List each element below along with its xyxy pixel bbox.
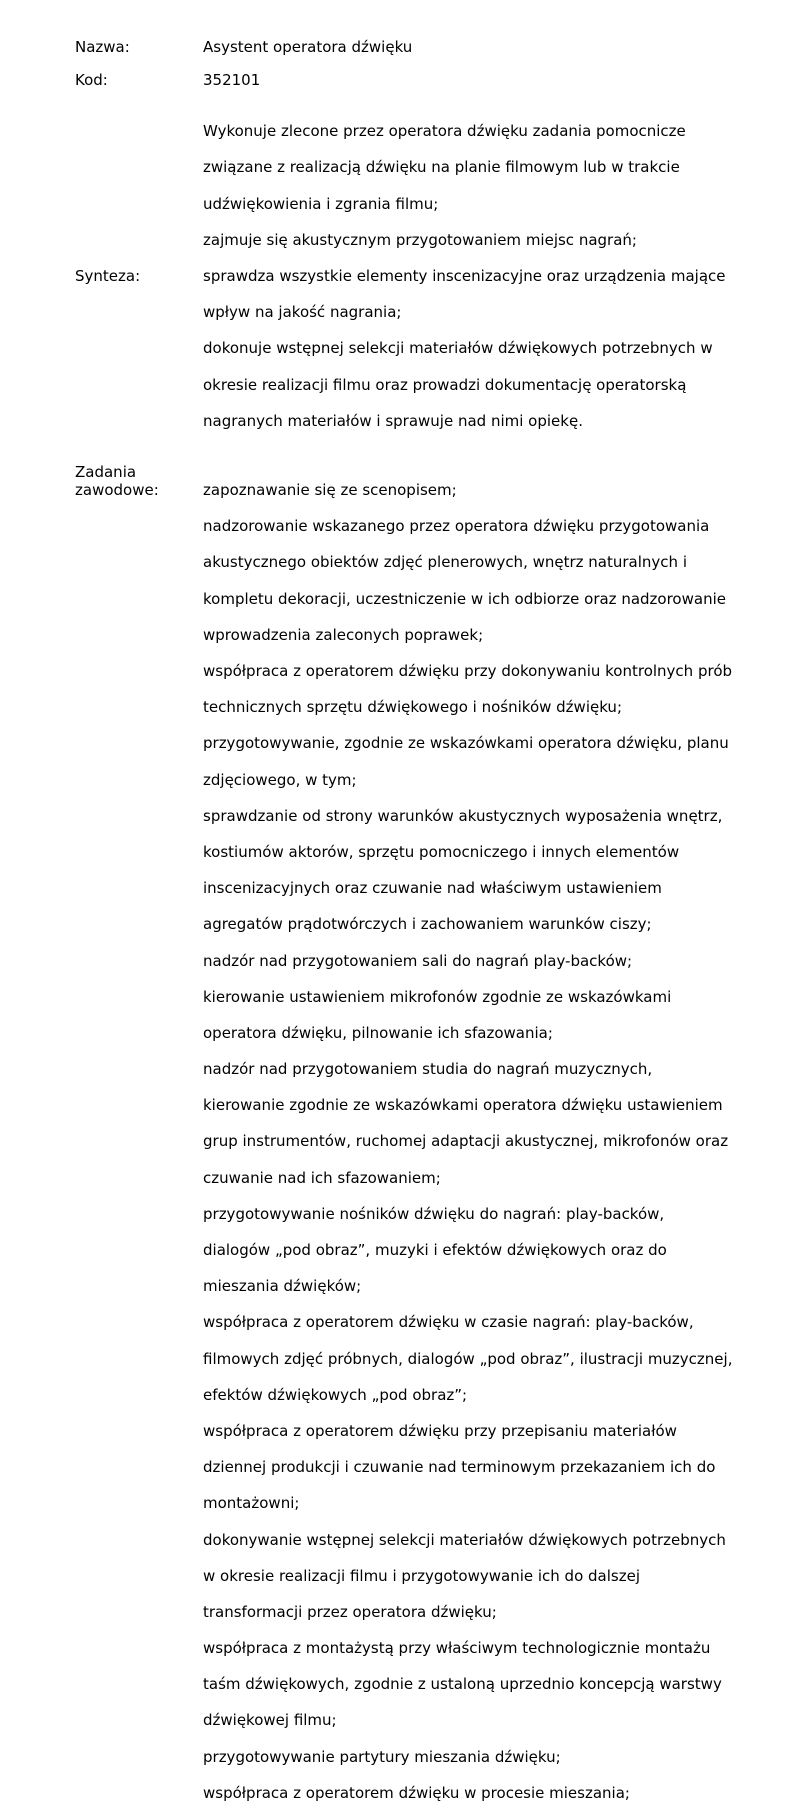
name-row [75, 38, 775, 56]
task-line: przygotowywanie partytury mieszania dźwięku; [203, 1747, 561, 1766]
tasks-row [75, 463, 775, 1820]
synthesis-line: zajmuje się akustycznym przygotowaniem miejsc nagrań; [203, 230, 637, 249]
code-row [75, 71, 775, 89]
task-line: nadzór nad przygotowaniem sali do nagrań play-backów; [203, 951, 633, 970]
synthesis-row [75, 104, 775, 448]
task-line: w okresie realizacji filmu i przygotowywanie ich do dalszej [203, 1566, 640, 1585]
task-line: montażowni; [203, 1494, 300, 1513]
task-line: współpraca z montażystą przy właściwym technologicznie montażu [203, 1639, 711, 1658]
synthesis-line: wpływ na jakość nagrania; [203, 303, 402, 322]
task-line: akustycznego obiektów zdjęć plenerowych, wnętrz naturalnych i [203, 553, 687, 572]
task-line: kierowanie ustawieniem mikrofonów zgodnie ze wskazówkami [203, 987, 672, 1006]
task-line: przygotowywanie, zgodnie ze wskazówkami operatora dźwięku, planu [203, 734, 729, 753]
occupation-document [75, 38, 775, 1820]
synthesis-line: okresie realizacji filmu oraz prowadzi dokumentację operatorską [203, 375, 687, 394]
task-line: inscenizacyjnych oraz czuwanie nad właściwym ustawieniem [203, 879, 662, 898]
synthesis-line: sprawdza wszystkie elementy inscenizacyjne oraz urządzenia mające [203, 267, 726, 286]
synthesis-line: związane z realizacją dźwięku na planie filmowym lub w trakcie [203, 158, 680, 177]
task-line: dźwiękowej filmu; [203, 1711, 337, 1730]
synthesis-text [203, 104, 775, 448]
task-line: nadzorowanie wskazanego przez operatora dźwięku przygotowania [203, 517, 710, 536]
task-line: dialogów „pod obraz”, muzyki i efektów dźwiękowych oraz do [203, 1241, 667, 1259]
name-label: Nazwa: [75, 38, 130, 56]
task-line: współpraca z operatorem dźwięku w czasie nagrań: play-backów, [203, 1313, 694, 1332]
task-line: wprowadzenia zaleconych poprawek; [203, 625, 484, 644]
task-line: współpraca z operatorem dźwięku w procesie mieszania; [203, 1783, 630, 1802]
task-line: efektów dźwiękowych „pod obraz”; [203, 1385, 468, 1404]
synthesis-label: Synteza: [75, 267, 141, 286]
tasks-label: Zadania zawodowe: [75, 462, 159, 500]
code-label: Kod: [75, 71, 108, 90]
synthesis-line: Wykonuje zlecone przez operatora dźwięku zadania pomocnicze [203, 122, 686, 141]
task-line: sprawdzanie od strony warunków akustycznych wyposażenia wnętrz, [203, 806, 723, 825]
task-line: nadzór nad przygotowaniem studia do nagrań muzycznych, [203, 1060, 653, 1079]
code-value: 352101 [203, 71, 261, 90]
task-line: taśm dźwiękowych, zgodnie z ustaloną uprzednio koncepcją warstwy [203, 1675, 722, 1694]
task-line: zdjęciowego, w tym; [203, 770, 357, 789]
task-line: zapoznawanie się ze scenopisem; [203, 481, 457, 500]
synthesis-line: udźwiękowienia i zgrania filmu; [203, 194, 439, 213]
task-line: technicznych sprzętu dźwiękowego i nośników dźwięku; [203, 698, 622, 717]
task-line: transformacji przez operatora dźwięku; [203, 1602, 497, 1621]
task-line: dokonywanie wstępnej selekcji materiałów dźwiękowych potrzebnych [203, 1530, 726, 1549]
task-line: operatora dźwięku, pilnowanie ich sfazowania; [203, 1023, 553, 1042]
task-line: kostiumów aktorów, sprzętu pomocniczego i innych elementów [203, 842, 680, 861]
task-line: agregatów prądotwórczych i zachowaniem warunków ciszy; [203, 915, 652, 934]
synthesis-line: dokonuje wstępnej selekcji materiałów dźwiękowych potrzebnych w [203, 339, 713, 358]
task-line: mieszania dźwięków; [203, 1277, 362, 1296]
tasks-text [203, 463, 775, 1820]
task-line: filmowych zdjęć próbnych, dialogów „pod obraz”, ilustracji muzycznej, [203, 1349, 733, 1368]
task-line: współpraca z operatorem dźwięku przy dokonywaniu kontrolnych prób [203, 662, 733, 680]
synthesis-line: nagranych materiałów i sprawuje nad nimi opiekę. [203, 411, 583, 430]
task-line: przygotowywanie nośników dźwięku do nagrań: play-backów, [203, 1204, 665, 1223]
name-value: Asystent operatora dźwięku [203, 38, 413, 56]
task-line: kierowanie zgodnie ze wskazówkami operatora dźwięku ustawieniem [203, 1096, 723, 1115]
task-line: grup instrumentów, ruchomej adaptacji akustycznej, mikrofonów oraz [203, 1132, 729, 1151]
task-line: dziennej produkcji i czuwanie nad terminowym przekazaniem ich do [203, 1458, 716, 1477]
task-line: czuwanie nad ich sfazowaniem; [203, 1168, 441, 1187]
task-line: kompletu dekoracji, uczestniczenie w ich odbiorze oraz nadzorowanie [203, 589, 726, 608]
task-line: współpraca z operatorem dźwięku przy przepisaniu materiałów [203, 1421, 677, 1440]
